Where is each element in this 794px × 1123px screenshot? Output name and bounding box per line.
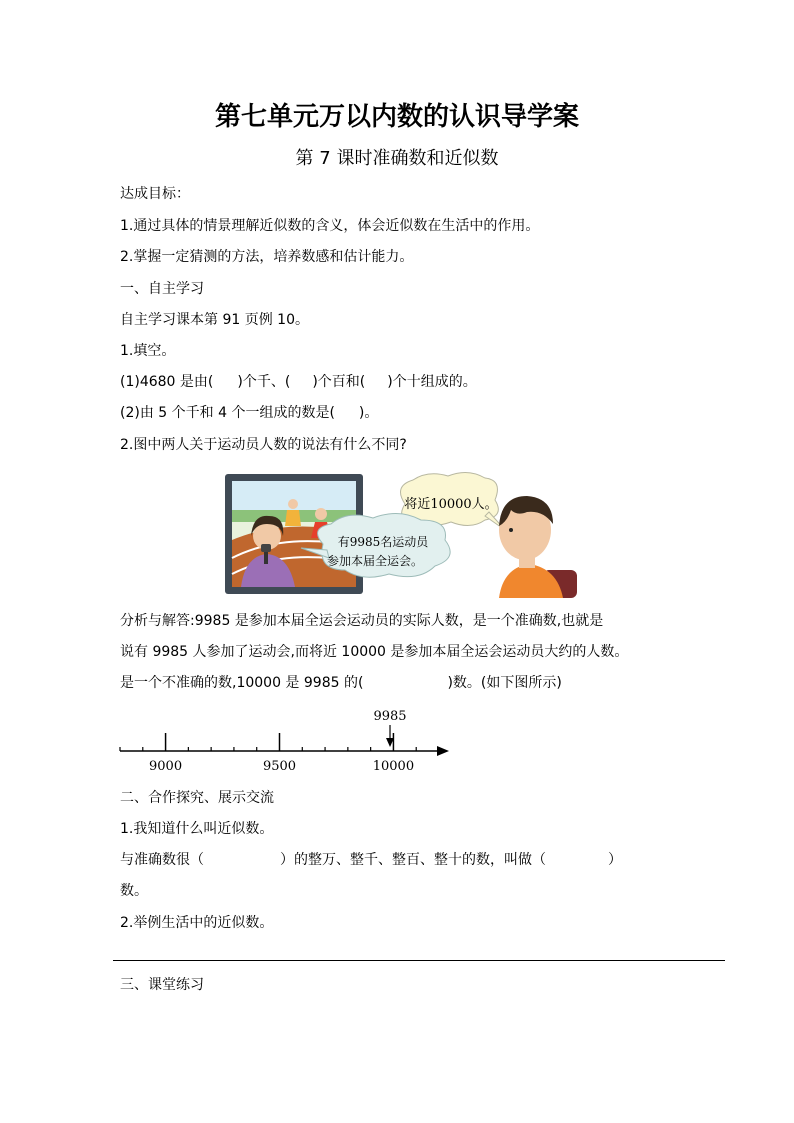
section2-q1-label: 1.我知道什么叫近似数。 [120,821,274,837]
number-line [115,705,455,777]
analysis-line-3-text-2: )数。(如下图所示) [447,675,562,691]
analysis-line-3 [120,674,562,692]
goal-item-2: 2.掌握一定猜测的方法，培养数感和估计能力。 [120,249,414,265]
section1-intro: 自主学习课本第 91 页例 10。 [120,312,309,328]
bubble-left-text-2: 参加本届全运会。 [326,554,424,568]
page-subtitle: 第 7 课时准确数和近似数 [295,148,499,169]
section2-q1-text-line2: 数。 [120,883,148,899]
q1-part-a [120,373,477,391]
number-line-marker-label: 9985 [373,709,407,724]
section-divider [113,960,725,961]
section2-q1-text-1: 与准确数很（ [120,852,204,868]
bubble-right-text: 将近10000人。 [404,497,498,512]
number-line-tick-label: 9500 [262,759,297,774]
page-title: 第七单元万以内数的认识导学案 [214,102,579,132]
section3-heading: 三、课堂练习 [120,977,204,993]
boy-icon [499,496,577,598]
analysis-line-3-text-1: 是一个不准确的数,10000 是 9985 的( [120,675,364,691]
number-line-arrow-icon [437,746,449,756]
q1b-text-1: (2)由 5 个千和 4 个一组成的数是( [120,405,335,421]
analysis-line-1: 分析与解答:9985 是参加本届全运会运动员的实际人数，是一个准确数,也就是 [120,613,604,629]
reporter-illustration [223,470,577,598]
number-line-tick-label: 9000 [149,759,183,774]
goals-heading: 达成目标： [120,186,190,202]
section2-q1-text-2: ）的整万、整千、整百、整十的数，叫做（ [280,852,546,868]
q1a-text-3: )个百和( [312,374,366,390]
analysis-line-2: 说有 9985 人参加了运动会,而将近 10000 是参加本届全运会运动员大约的人数。 [120,644,629,660]
bubble-left-text-1: 有9985名运动员 [337,535,429,549]
q2-label: 2.图中两人关于运动员人数的说法有什么不同? [120,437,407,453]
section2-q2-label: 2.举例生活中的近似数。 [120,915,274,931]
section2-heading: 二、合作探究、展示交流 [120,790,274,806]
goal-item-1: 1.通过具体的情景理解近似数的含义，体会近似数在生活中的作用。 [120,218,540,234]
section2-q1-text-3: ） [608,852,622,868]
q1a-text-2: )个千、( [237,374,291,390]
section2-q1-text [120,851,622,869]
section1-heading: 一、自主学习 [120,281,204,297]
q1a-text-1: (1)4680 是由( [120,374,214,390]
q1a-text-4: )个十组成的。 [387,374,477,390]
number-line-tick-label: 10000 [372,759,415,774]
q1b-text-2: )。 [358,405,379,421]
q1-label: 1.填空。 [120,343,176,359]
q1-part-b [120,404,378,422]
